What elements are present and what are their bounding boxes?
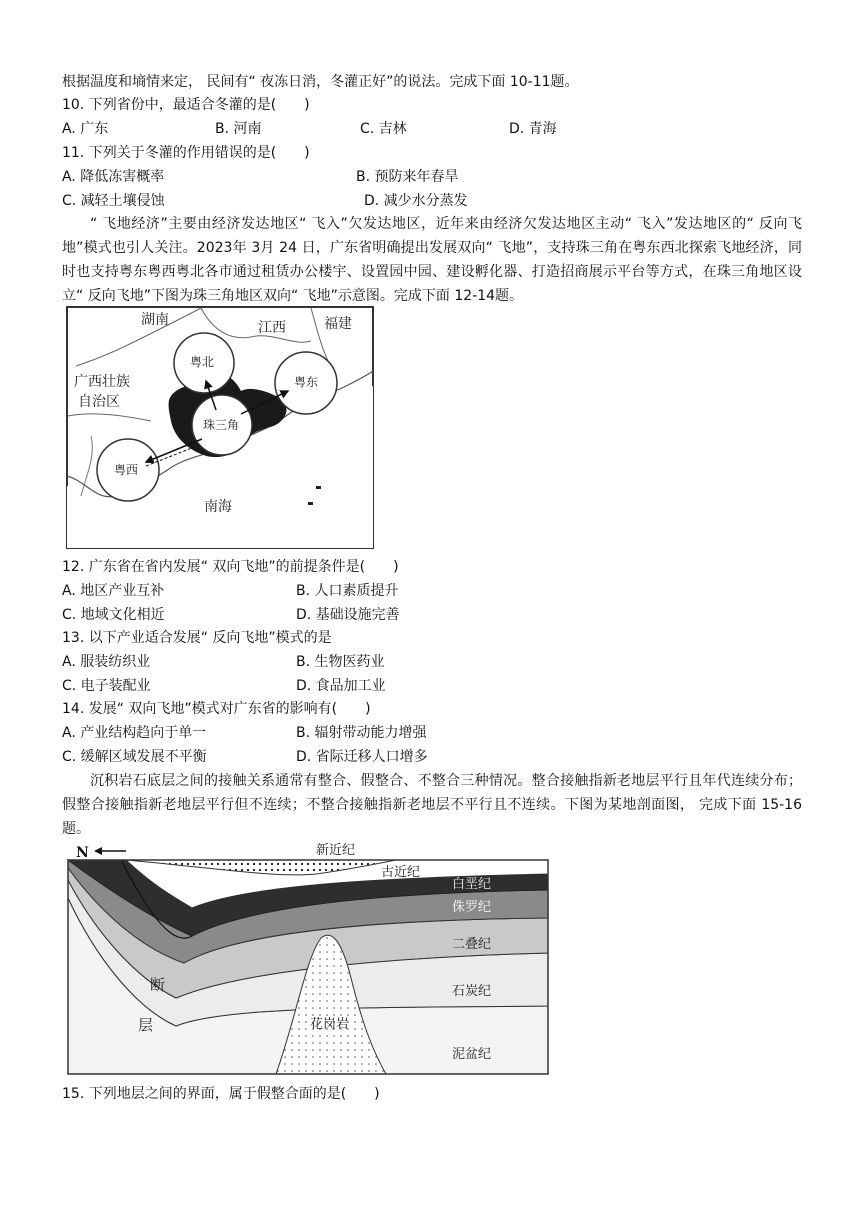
q10-stem: 10. 下列省份中，最适合冬灌的是( ) <box>62 97 310 113</box>
q13-option-d: D. 食品加工业 <box>296 678 386 694</box>
q10-option-b: B. 河南 <box>215 121 262 137</box>
q11-option-a: A. 降低冻害概率 <box>62 169 165 185</box>
label-fault-1: 断 <box>150 976 166 994</box>
label-devonian: 泥盆纪 <box>452 1047 492 1062</box>
label-fujian: 福建 <box>324 316 352 332</box>
geologic-section <box>66 838 550 1076</box>
label-cretaceous: 白垩纪 <box>452 877 492 892</box>
label-fault-2: 层 <box>138 1016 154 1034</box>
q13-option-c: C. 电子装配业 <box>62 678 151 694</box>
q11-option-d: D. 减少水分蒸发 <box>364 193 468 209</box>
label-guangxi-2: 自治区 <box>78 394 120 410</box>
label-triassic: 二叠纪 <box>452 937 492 952</box>
q15-stem: 15. 下列地层之间的界面，属于假整合面的是( ) <box>62 1086 380 1102</box>
label-yuebei: 粤北 <box>190 355 215 369</box>
passage-strata-contact: 沉积岩石底层之间的接触关系通常有整合、假整合、不整合三种情况。整合接触指新老地层平行且年代连续分布；假整合接触指新老地层平行但不连续；不整合接触指新老地层不平行且不连续。下图为某地剖面图， 完成下面 15-16题。 <box>62 773 802 837</box>
label-jiangxi: 江西 <box>258 320 286 336</box>
label-zhusanjiao: 珠三角 <box>203 418 240 432</box>
label-neogene: 新近纪 <box>316 843 356 858</box>
label-granite: 花岗岩 <box>310 1017 350 1032</box>
label-guangxi-1: 广西壮族 <box>74 374 130 390</box>
enclave-map <box>66 306 374 549</box>
q12-option-b: B. 人口素质提升 <box>296 583 399 599</box>
label-carboniferous: 石炭纪 <box>452 984 492 999</box>
q14-option-c: C. 缓解区域发展不平衡 <box>62 749 207 765</box>
q11-option-c: C. 减轻土壤侵蚀 <box>62 193 165 209</box>
passage-flying-enclave: “ 飞地经济”主要由经济发达地区“ 飞入”欠发达地区，近年来由经济欠发达地区主动“ 飞入”发达地区的“ 反向飞地”模式也引人关注。2023年 3月 24 日，广东省明确提出发展双向“ 飞地”，支持珠三角在粤东西北探索飞地经济，同时也支持粤东粤西粤北各市通过租赁办公楼宇、设置园中园、建设孵化器、打造招商展示平台等方式，在珠三角地区设立“ 反向飞地”下图为珠三角地区双向“ 飞地”示意图。完成下面 12-14题。 <box>62 216 802 304</box>
q14-stem: 14. 发展“ 双向飞地”模式对广东省的影响有( ) <box>62 701 371 717</box>
q10-option-c: C. 吉林 <box>360 121 407 137</box>
q13-option-a: A. 服装纺织业 <box>62 654 151 670</box>
q12-stem: 12. 广东省在省内发展“ 双向飞地”的前提条件是( ) <box>62 559 399 575</box>
q12-option-c: C. 地域文化相近 <box>62 607 165 623</box>
label-paleogene: 古近纪 <box>381 865 421 880</box>
q10-option-d: D. 青海 <box>509 121 557 137</box>
q11-stem: 11. 下列关于冬灌的作用错误的是( ) <box>62 145 310 161</box>
q10-option-a: A. 广东 <box>62 121 109 137</box>
q12-option-a: A. 地区产业互补 <box>62 583 165 599</box>
q13-option-b: B. 生物医药业 <box>296 654 385 670</box>
q12-option-d: D. 基础设施完善 <box>296 607 400 623</box>
label-yuexi: 粤西 <box>114 463 139 477</box>
q14-option-b: B. 辐射带动能力增强 <box>296 725 427 741</box>
q14-option-d: D. 省际迁移人口增多 <box>296 749 428 765</box>
label-nanhai: 南海 <box>204 499 232 515</box>
q11-option-b: B. 预防来年春旱 <box>356 169 459 185</box>
label-jurassic: 侏罗纪 <box>452 900 492 915</box>
north-label: N <box>76 845 89 861</box>
intro-line: 根据温度和墒情来定， 民间有“ 夜冻日消，冬灌正好”的说法。完成下面 10-11题。 <box>62 74 579 90</box>
label-hunan: 湖南 <box>141 312 169 328</box>
label-yuedong: 粤东 <box>294 375 319 389</box>
q14-option-a: A. 产业结构趋向于单一 <box>62 725 207 741</box>
q13-stem: 13. 以下产业适合发展“ 反向飞地”模式的是 <box>62 630 332 646</box>
